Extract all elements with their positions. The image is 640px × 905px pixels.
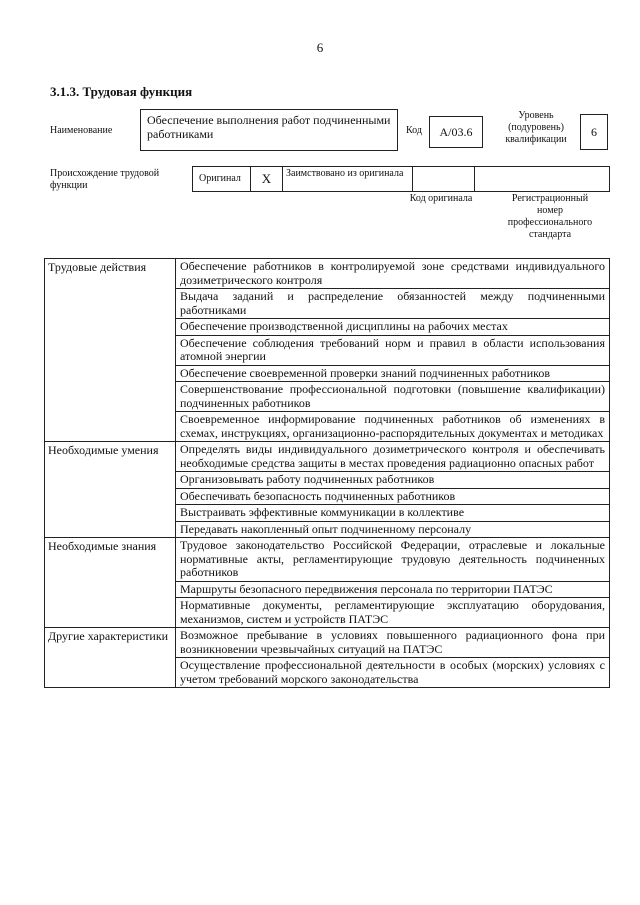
- item-cell: Нормативные документы, регламентирующие эксплуатацию оборудования, механизмов, систем и устройств ПАТЭС: [176, 598, 610, 628]
- item-cell: Осуществление профессиональной деятельности в особых (морских) условиях с учетом требований морского законодательства: [176, 658, 610, 688]
- original-code-cell: [413, 167, 475, 191]
- code-value: А/03.6: [439, 125, 473, 139]
- origin-label: Происхождение трудовой функции: [50, 168, 160, 191]
- item-cell: Трудовое законодательство Российской Федерации, отраслевые и локальные нормативные акты, регламентирующие трудовую деятельность подчиненных работников: [176, 538, 610, 582]
- item-cell: Обеспечение своевременной проверки знаний подчиненных работников: [176, 365, 610, 382]
- code-label: Код: [406, 125, 422, 136]
- item-cell: Определять виды индивидуального дозиметрического контроля и обеспечивать необходимые средства защиты в местах проведения радиационно опасных работ: [176, 442, 610, 472]
- section-title: 3.1.3. Трудовая функция: [50, 84, 193, 99]
- level-field: [580, 114, 608, 150]
- item-cell: Передавать накопленный опыт подчиненному персоналу: [176, 521, 610, 538]
- category-cell: Необходимые знания: [45, 538, 176, 628]
- level-label: Уровень (подуровень) квалификации: [505, 110, 567, 145]
- item-cell: Обеспечивать безопасность подчиненных работников: [176, 488, 610, 505]
- level-value: 6: [591, 125, 597, 139]
- category-cell: Трудовые действия: [45, 259, 176, 442]
- item-cell: Обеспечение работников в контролируемой зоне средствами индивидуального дозиметрического контроля: [176, 259, 610, 289]
- function-name-value: Обеспечение выполнения работ подчиненными работниками: [147, 113, 391, 141]
- original-label: Оригинал: [193, 167, 251, 191]
- table-row: [45, 538, 610, 582]
- origin-row: [192, 166, 610, 192]
- registration-number-cell: [475, 167, 609, 191]
- code-caption: Код оригинала: [409, 193, 473, 204]
- item-cell: Возможное пребывание в условиях повышенного радиационного фона при возникновении чрезвычайных ситуаций на ПАТЭС: [176, 628, 610, 658]
- table-row: [45, 259, 610, 289]
- table-row: [45, 628, 610, 658]
- original-mark: X: [251, 167, 283, 191]
- borrowed-label: Заимствовано из оригинала: [283, 167, 413, 191]
- item-cell: Своевременное информирование подчиненных работников об изменениях в схемах, инструкциях, организационно-распорядительных документах и методиках: [176, 412, 610, 442]
- function-name-field: [140, 109, 398, 151]
- reg-caption: Регистрационный номер профессионального стандарта: [507, 193, 593, 240]
- category-cell: Другие характеристики: [45, 628, 176, 688]
- item-cell: Выстраивать эффективные коммуникации в коллективе: [176, 505, 610, 522]
- name-label: Наименование: [50, 125, 113, 136]
- item-cell: Выдача заданий и распределение обязанностей между подчиненными работниками: [176, 289, 610, 319]
- function-table: [44, 258, 610, 688]
- item-cell: Организовывать работу подчиненных работников: [176, 472, 610, 489]
- item-cell: Совершенствование профессиональной подготовки (повышение квалификации) подчиненных работников: [176, 382, 610, 412]
- table-row: [45, 442, 610, 472]
- item-cell: Обеспечение производственной дисциплины на рабочих местах: [176, 319, 610, 336]
- item-cell: Маршруты безопасного передвижения персонала по территории ПАТЭС: [176, 581, 610, 598]
- item-cell: Обеспечение соблюдения требований норм и правил в области использования атомной энергии: [176, 335, 610, 365]
- code-field: [429, 116, 483, 148]
- category-cell: Необходимые умения: [45, 442, 176, 538]
- page-number: 6: [316, 40, 324, 55]
